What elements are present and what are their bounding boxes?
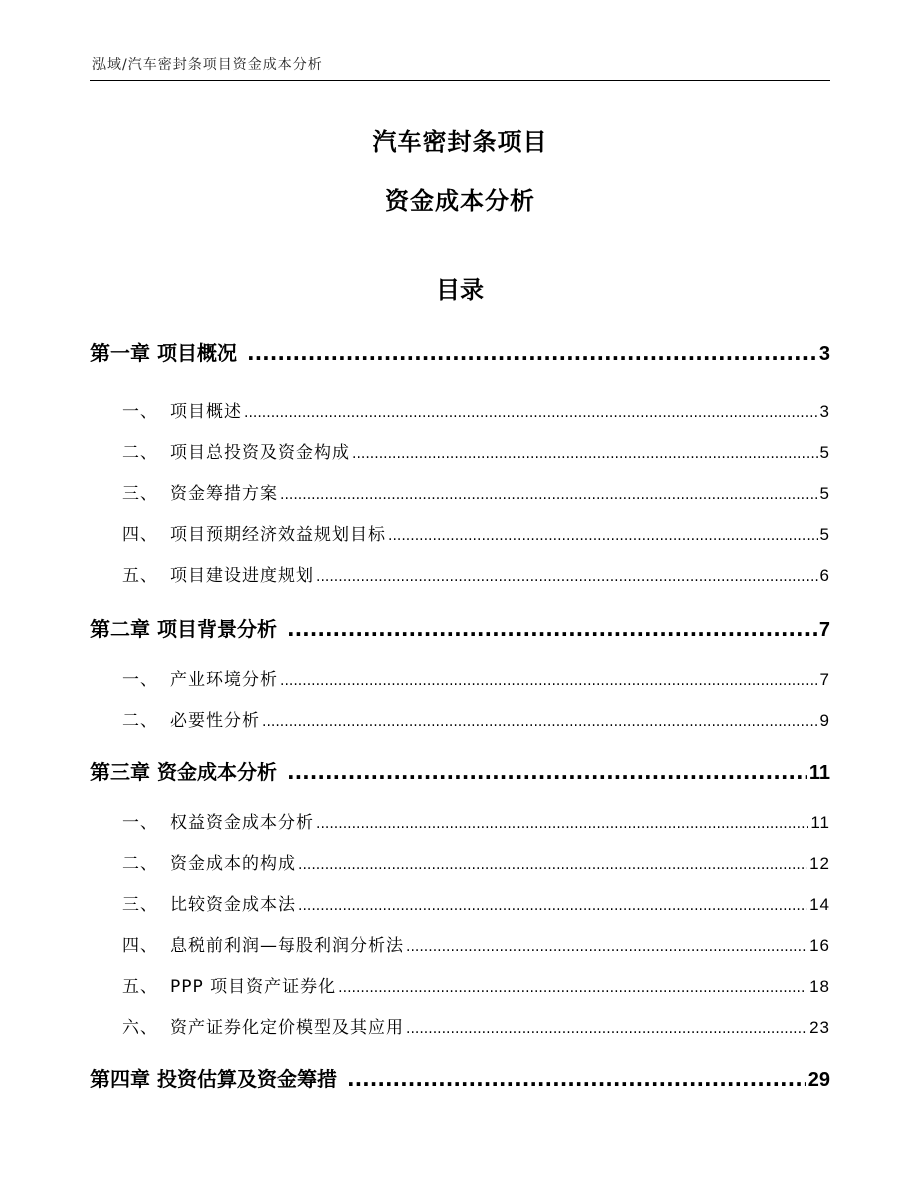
toc-chapter-label: 第四章 投资估算及资金筹措 — [90, 1067, 337, 1091]
toc-page-number: 29 — [807, 1069, 830, 1091]
toc-section-number: 一、 — [122, 402, 158, 422]
toc-section-title: 项目建设进度规划 — [170, 566, 314, 586]
toc-leader — [247, 341, 817, 365]
toc-chapter-4[interactable] — [90, 1063, 830, 1092]
toc-page-number: 3 — [819, 402, 830, 421]
toc-chapter-1[interactable] — [90, 337, 830, 366]
toc-heading: 目录 — [436, 276, 484, 304]
toc-section-3-5[interactable] — [90, 972, 830, 997]
toc-section-1-1[interactable] — [90, 397, 830, 422]
toc-chapter-2[interactable] — [90, 613, 830, 642]
toc-section-2-2[interactable] — [90, 706, 830, 731]
toc-section-number: 三、 — [122, 484, 158, 504]
toc-section-3-4[interactable] — [90, 931, 830, 956]
toc-section-title: 权益资金成本分析 — [170, 813, 314, 833]
toc-leader — [280, 484, 818, 504]
toc-section-title: 资金成本的构成 — [170, 854, 296, 874]
toc-leader — [287, 760, 807, 784]
toc-section-title: 项目预期经济效益规划目标 — [170, 525, 386, 545]
toc-leader — [352, 443, 818, 463]
toc-section-title: 项目总投资及资金构成 — [170, 443, 350, 463]
toc-section-number: 二、 — [122, 711, 158, 731]
toc-section-3-2[interactable] — [90, 849, 830, 874]
toc-section-title: 比较资金成本法 — [170, 895, 296, 915]
toc-page-number: 5 — [819, 525, 830, 544]
toc-section-3-3[interactable] — [90, 890, 830, 915]
toc-section-title: 资产证券化定价模型及其应用 — [170, 1018, 404, 1038]
toc-chapter-label: 第二章 项目背景分析 — [90, 617, 277, 641]
toc-page-number: 7 — [819, 670, 830, 689]
toc-section-3-1[interactable] — [90, 808, 830, 833]
toc-page-number: 14 — [809, 895, 830, 914]
toc-page-number: 5 — [819, 484, 830, 503]
toc-section-title: 产业环境分析 — [170, 670, 278, 690]
toc-section-number: 六、 — [122, 1018, 158, 1038]
toc-leader — [347, 1067, 806, 1091]
toc-section-number: 四、 — [122, 936, 158, 956]
toc-section-number: 三、 — [122, 895, 158, 915]
toc-leader — [287, 617, 817, 641]
toc-section-3-6[interactable] — [90, 1013, 830, 1038]
document-title-line-1: 汽车密封条项目 — [372, 128, 548, 156]
toc-leader — [280, 670, 818, 690]
toc-section-number: 五、 — [122, 977, 158, 997]
toc-leader — [298, 854, 807, 874]
toc-section-title: 必要性分析 — [170, 711, 260, 731]
toc-section-title: PPP 项目资产证券化 — [170, 977, 337, 997]
toc-page-number: 12 — [809, 854, 830, 873]
toc-section-1-5[interactable] — [90, 561, 830, 586]
toc-leader — [316, 566, 818, 586]
toc-chapter-3[interactable] — [90, 756, 830, 785]
toc-page-number: 16 — [809, 936, 830, 955]
header-rule — [90, 80, 830, 81]
toc-page-number: 3 — [818, 343, 830, 365]
toc-section-title: 项目概述 — [170, 402, 242, 422]
toc-section-number: 一、 — [122, 813, 158, 833]
toc-leader — [316, 813, 808, 833]
toc-leader — [244, 402, 818, 422]
toc-leader — [338, 977, 807, 997]
toc-chapter-label: 第一章 项目概况 — [90, 341, 237, 365]
toc-section-1-4[interactable] — [90, 520, 830, 545]
toc-leader — [406, 1018, 807, 1038]
toc-section-number: 二、 — [122, 443, 158, 463]
toc-section-number: 一、 — [122, 670, 158, 690]
toc-section-title: 息税前利润—每股利润分析法 — [170, 936, 404, 956]
toc-section-1-2[interactable] — [90, 438, 830, 463]
toc-section-1-3[interactable] — [90, 479, 830, 504]
toc-page-number: 11 — [808, 762, 830, 784]
toc-section-2-1[interactable] — [90, 665, 830, 690]
document-title-line-2: 资金成本分析 — [385, 187, 535, 215]
toc-page-number: 7 — [818, 619, 830, 641]
toc-section-title: 资金筹措方案 — [170, 484, 278, 504]
toc-leader — [262, 711, 818, 731]
toc-section-number: 五、 — [122, 566, 158, 586]
running-header: 泓域/汽车密封条项目资金成本分析 — [92, 57, 323, 73]
toc-chapter-label: 第三章 资金成本分析 — [90, 760, 277, 784]
toc-page-number: 18 — [809, 977, 830, 996]
toc-section-number: 四、 — [122, 525, 158, 545]
toc-leader — [298, 895, 807, 915]
toc-leader — [388, 525, 818, 545]
toc-page-number: 6 — [819, 566, 830, 585]
toc-page-number: 9 — [819, 711, 830, 730]
toc-page-number: 5 — [819, 443, 830, 462]
toc-leader — [406, 936, 807, 956]
toc-page-number: 23 — [809, 1018, 830, 1037]
toc-page-number: 11 — [810, 813, 830, 832]
toc-section-number: 二、 — [122, 854, 158, 874]
